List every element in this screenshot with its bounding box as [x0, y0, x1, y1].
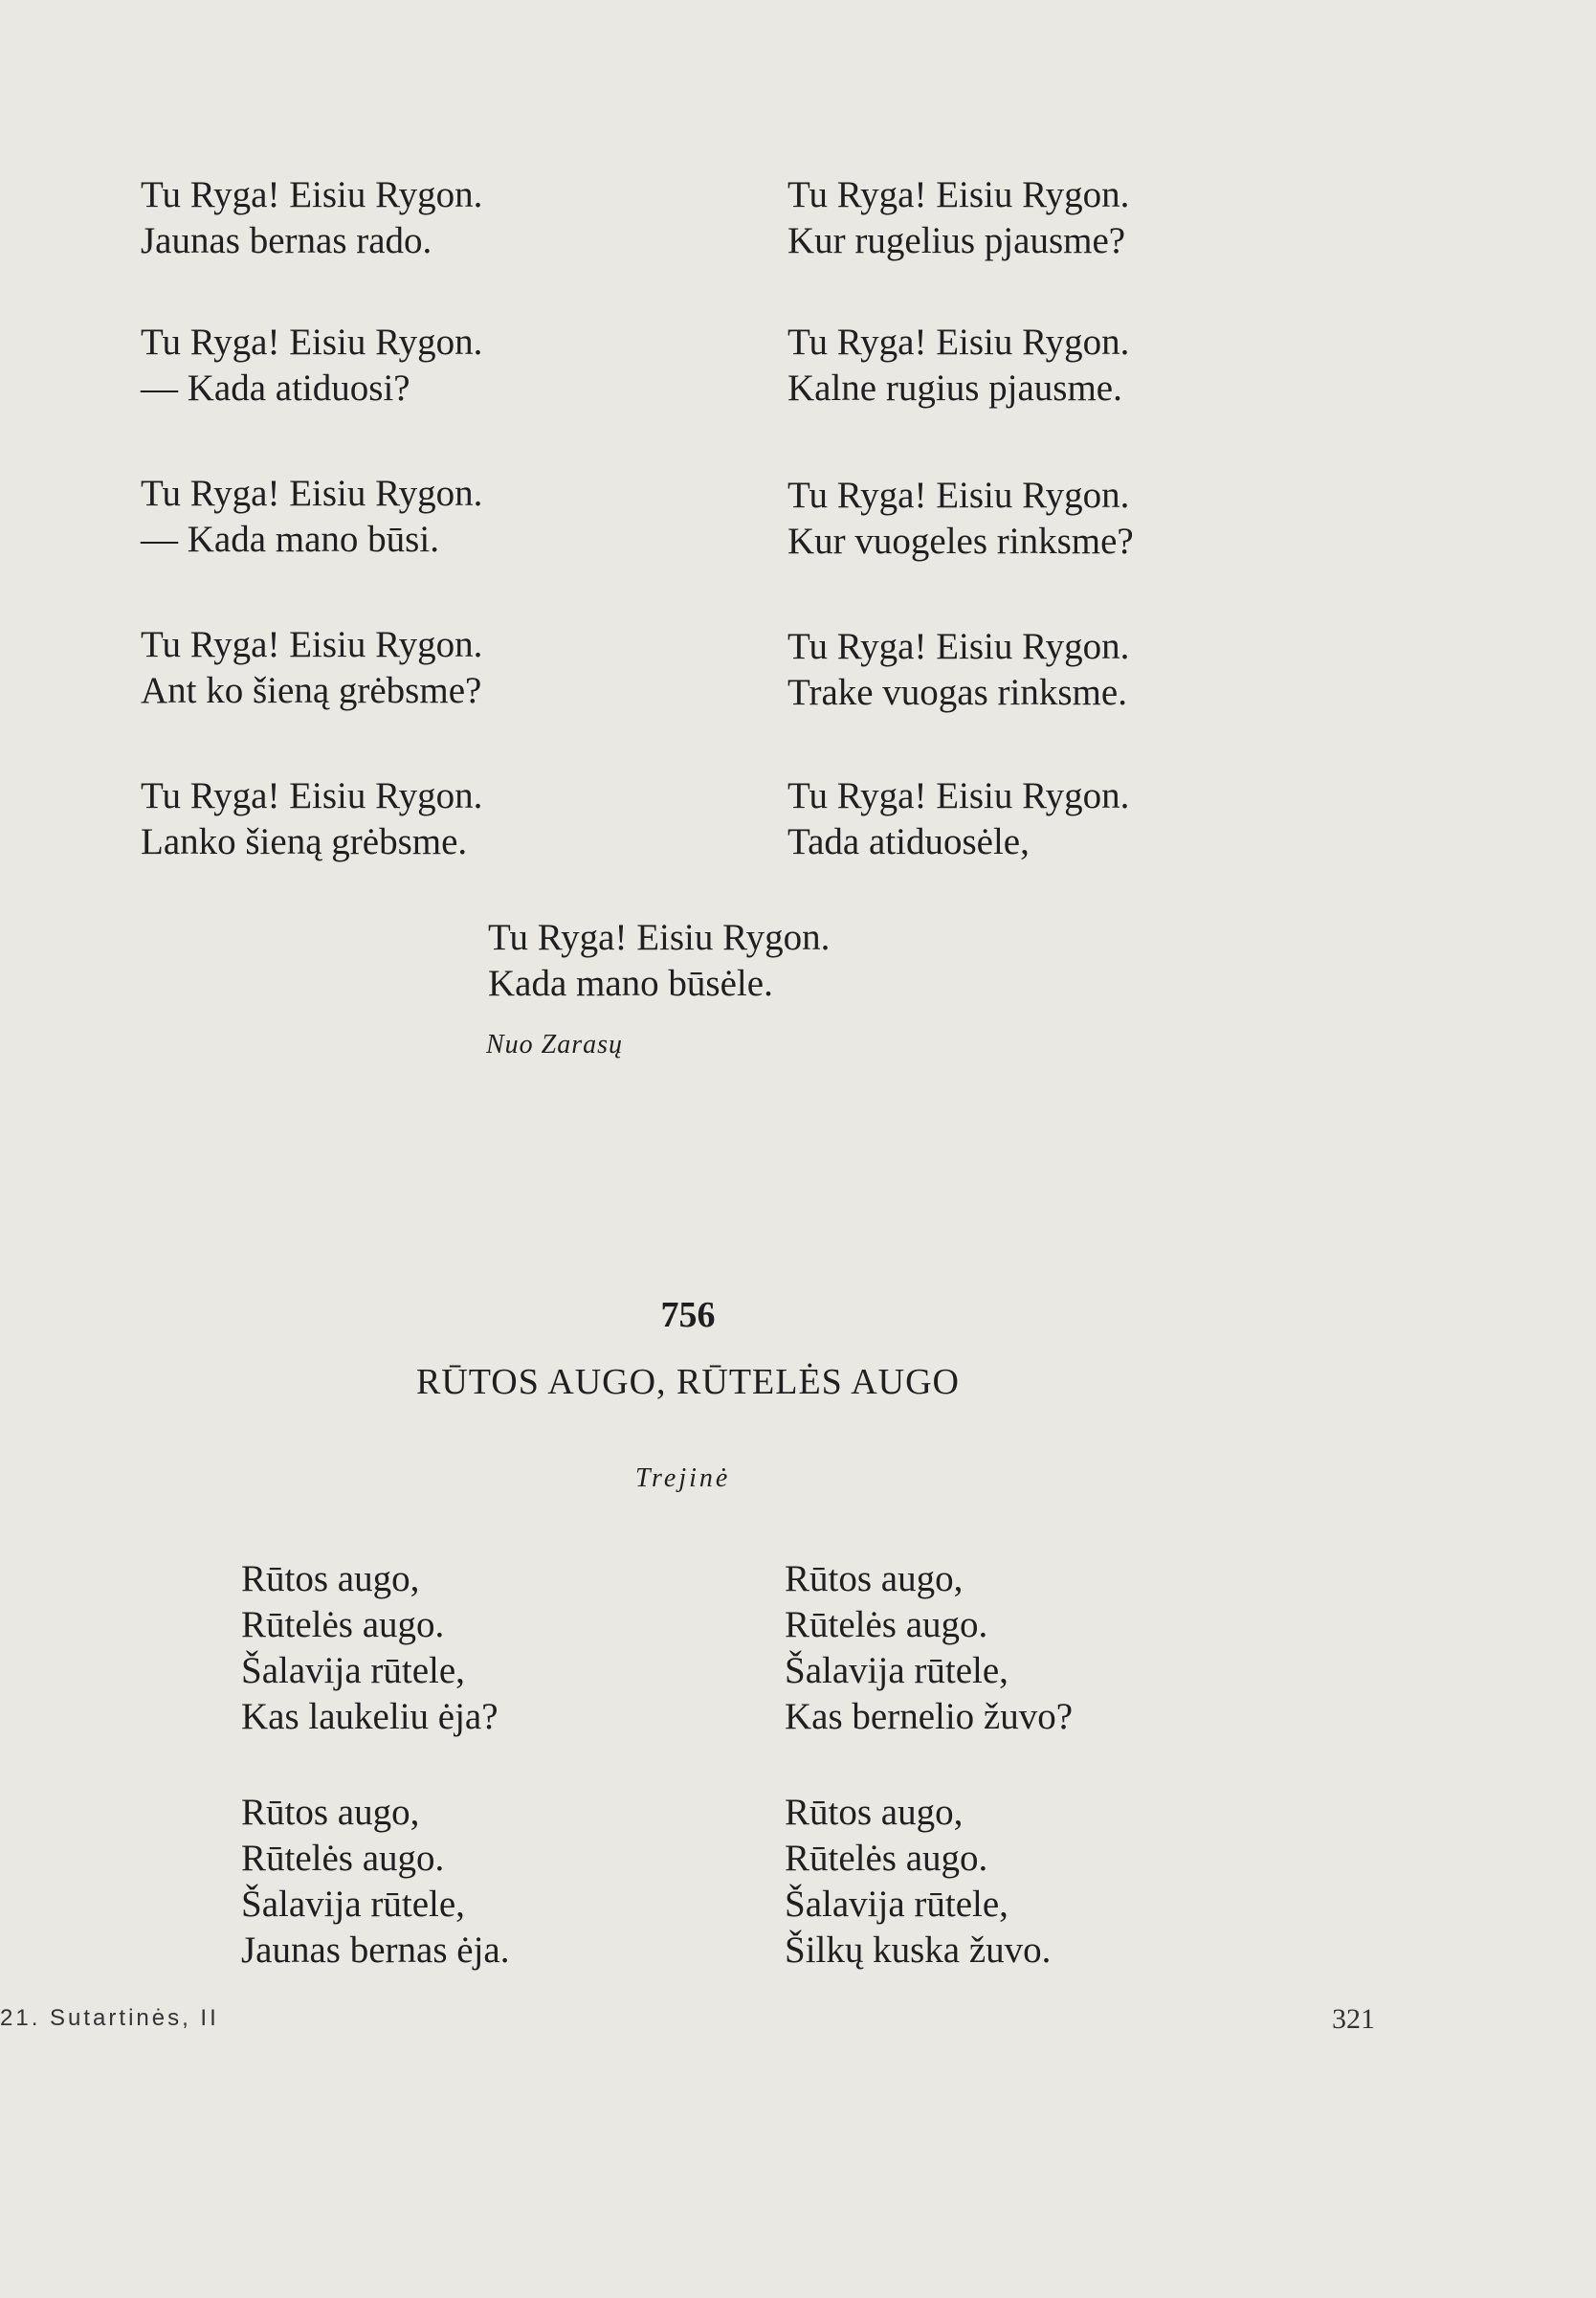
stanza-left-1: [141, 172, 482, 264]
stanza-center: [488, 915, 830, 1007]
verse-line: — Kada mano būsi.: [141, 519, 439, 560]
page-number: 321: [1332, 2003, 1375, 2035]
verse-line: Kalne rugius pjausme.: [787, 368, 1122, 409]
verse-line: Rūtos augo,: [241, 1558, 420, 1599]
verse-line: Šilkų kuska žuvo.: [785, 1930, 1052, 1971]
verse-line: Kur rugelius pjausme?: [787, 220, 1126, 261]
stanza-right-4: [787, 624, 1129, 716]
stanza-right-1: [787, 172, 1129, 264]
verse-line: Jaunas bernas rado.: [141, 220, 432, 261]
verse-line: Tu Ryga! Eisiu Rygon.: [787, 775, 1130, 816]
verse-line: Kas bernelio žuvo?: [785, 1696, 1074, 1737]
verse-line: Rūtelės augo.: [241, 1838, 445, 1879]
stanza-left-5: [141, 773, 482, 865]
verse-line: Rūtelės augo.: [785, 1838, 988, 1879]
verse-line: Tu Ryga! Eisiu Rygon.: [141, 775, 483, 816]
verse-line: Trake vuogas rinksme.: [787, 672, 1127, 713]
verse-line: Tu Ryga! Eisiu Rygon.: [488, 917, 831, 958]
verse-line: Šalavija rūtele,: [241, 1884, 465, 1925]
verse-line: Šalavija rūtele,: [785, 1884, 1009, 1925]
verse-line: Kas laukeliu ėja?: [241, 1696, 499, 1737]
footer-signature: 21. Sutartinės, II: [0, 2005, 219, 2031]
verse-line: Tu Ryga! Eisiu Rygon.: [141, 322, 483, 363]
verse-line: Ant ko šieną grėbsme?: [141, 670, 482, 711]
song-stanza-left-2: [241, 1790, 509, 1974]
verse-line: Kur vuogeles rinksme?: [787, 521, 1134, 562]
verse-line: Tu Ryga! Eisiu Rygon.: [141, 624, 483, 665]
stanza-left-4: [141, 622, 482, 714]
verse-line: Tu Ryga! Eisiu Rygon.: [787, 322, 1130, 363]
verse-line: Tu Ryga! Eisiu Rygon.: [141, 473, 483, 514]
verse-line: Tada atiduosėle,: [787, 821, 1030, 862]
verse-line: Kada mano būsėle.: [488, 963, 773, 1004]
song-subtitle: Trejinė: [635, 1463, 731, 1493]
verse-line: Rūtelės augo.: [785, 1604, 988, 1645]
verse-line: Rūtelės augo.: [241, 1604, 445, 1645]
verse-line: Rūtos augo,: [241, 1792, 420, 1833]
stanza-left-2: [141, 320, 482, 412]
stanza-right-3: [787, 473, 1134, 565]
verse-line: Šalavija rūtele,: [785, 1650, 1009, 1691]
verse-line: Jaunas bernas ėja.: [241, 1930, 510, 1971]
stanza-right-2: [787, 320, 1129, 412]
stanza-right-5: [787, 773, 1129, 865]
verse-line: Lanko šieną grėbsme.: [141, 821, 468, 862]
song-stanza-left-1: [241, 1556, 499, 1740]
verse-line: Rūtos augo,: [785, 1792, 964, 1833]
verse-line: Tu Ryga! Eisiu Rygon.: [787, 174, 1130, 215]
verse-line: Rūtos augo,: [785, 1558, 964, 1599]
verse-line: Šalavija rūtele,: [241, 1650, 465, 1691]
song-number: 756: [660, 1295, 716, 1335]
song-stanza-right-1: [785, 1556, 1073, 1740]
verse-line: Tu Ryga! Eisiu Rygon.: [787, 475, 1130, 516]
song-stanza-right-2: [785, 1790, 1051, 1974]
verse-line: Tu Ryga! Eisiu Rygon.: [787, 626, 1130, 667]
song-title: RŪTOS AUGO, RŪTELĖS AUGO: [415, 1362, 960, 1402]
verse-line: Tu Ryga! Eisiu Rygon.: [141, 174, 483, 215]
stanza-left-3: [141, 471, 482, 563]
source-note: Nuo Zarasų: [486, 1030, 624, 1060]
verse-line: — Kada atiduosi?: [141, 368, 410, 409]
